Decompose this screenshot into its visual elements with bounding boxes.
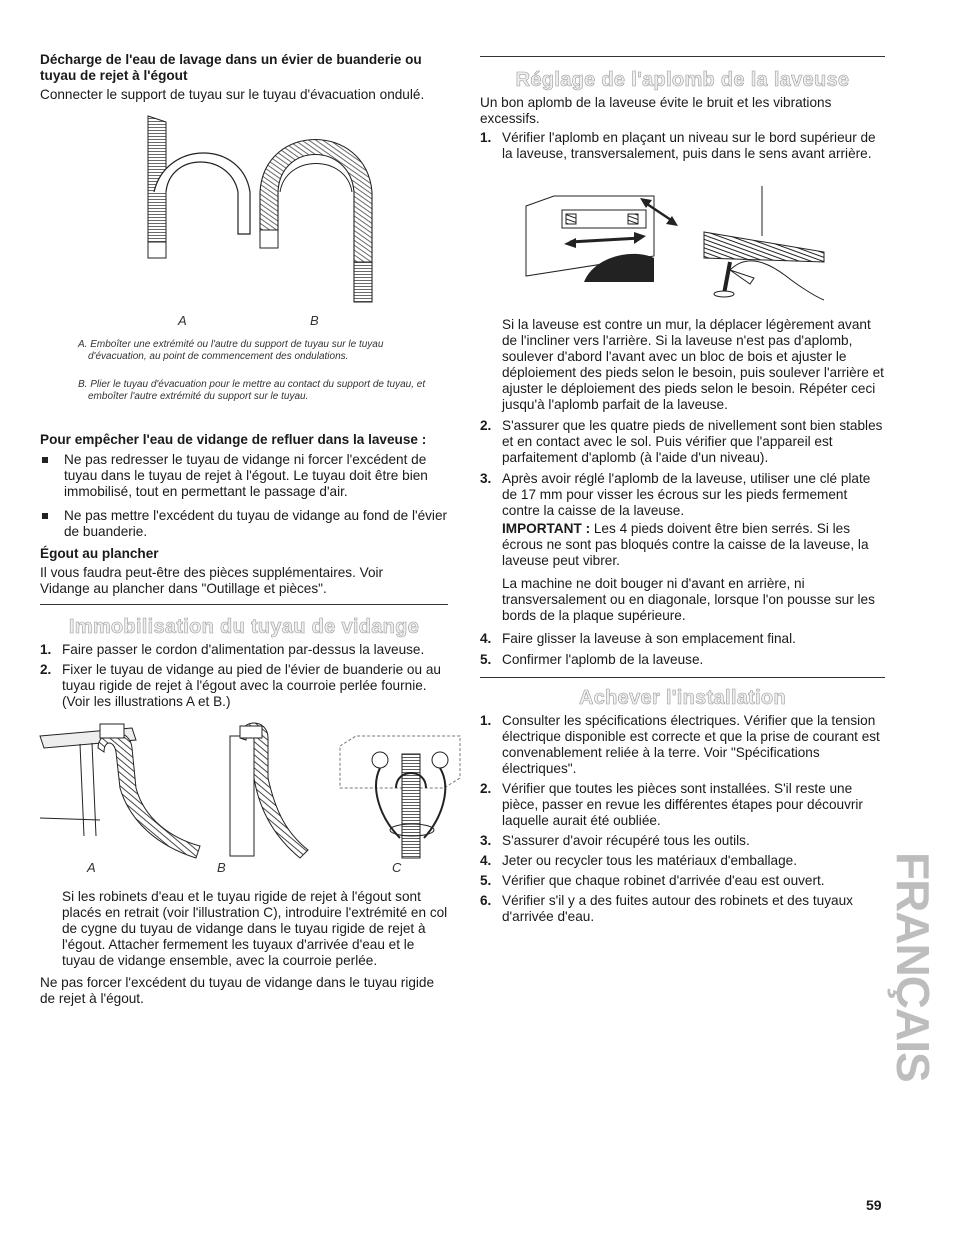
- step-number: 1.: [480, 713, 492, 728]
- level-step-3: [480, 471, 885, 519]
- step-text: Confirmer l'aplomb de la laveuse.: [502, 652, 704, 667]
- prevent-heading: Pour empêcher l'eau de vidange de refluer dans la laveuse :: [40, 432, 427, 447]
- important-text: Les 4 pieds doivent être bien serrés. Si les écrous ne sont pas bloqués contre la caisse de la laveuse, la laveuse peut vibrer.: [502, 521, 869, 568]
- step-number: 1.: [40, 642, 52, 657]
- fig2-label-a: A: [87, 860, 96, 875]
- complete-step: [480, 781, 885, 829]
- step-text: Vérifier que chaque robinet d'arrivée d'eau est ouvert.: [502, 873, 825, 888]
- level-title: Réglage de l'aplomb de la laveuse: [515, 69, 850, 91]
- step-text: Jeter ou recycler tous les matériaux d'emballage.: [502, 853, 798, 868]
- step-number: 2.: [40, 662, 52, 677]
- fig2-b-drawing: [230, 723, 308, 858]
- secure-step: [40, 642, 448, 658]
- step-number: 2.: [480, 781, 492, 796]
- level-step-5: [480, 652, 885, 668]
- step-text: Après avoir réglé l'aplomb de la laveuse, utiliser une clé plate de 17 mm pour visser les écrous sur les pieds fermement contre la caisse de la laveuse.: [502, 471, 871, 518]
- section-divider: [480, 677, 885, 678]
- machine-note: La machine ne doit bouger ni d'avant en arrière, ni transversalement ou en diagonale, lorsque l'on pousse sur les bords de la plaque supérieure.: [502, 576, 875, 623]
- complete-steps: [480, 713, 885, 925]
- complete-step: [480, 713, 885, 777]
- level-step-1-detail: Si la laveuse est contre un mur, la déplacer légèrement avant de l'incliner vers l'arrière. Si la laveuse n'est pas d'aplomb, soulever d'abord l'avant avec un bloc de bois et ajuster le déploiement des pieds selon le besoin, puis soulever l'arrière et ajuster le déploiement des pieds selon le besoin. Répéter ceci jusqu'à l'aplomb parfait de la laveuse.: [502, 317, 884, 412]
- step-number: 3.: [480, 833, 492, 848]
- step-text: Vérifier s'il y a des fuites autour des robinets et des tuyaux d'arrivée d'eau.: [502, 893, 853, 924]
- complete-step: [480, 873, 885, 889]
- step-text: Vérifier l'aplomb en plaçant un niveau sur le bord supérieur de la laveuse, transversalement, puis dans le sens avant arrière.: [502, 130, 876, 161]
- secure-final: Ne pas forcer l'excédent du tuyau de vidange dans le tuyau rigide de rejet à l'égout.: [40, 975, 435, 1006]
- step-number: 6.: [480, 893, 492, 908]
- level-step-2: [480, 418, 885, 466]
- prevent-bullet: Ne pas redresser le tuyau de vidange ni forcer l'excédent de tuyau dans le tuyau de rejet à l'égout. Le tuyau doit être bien immobilisé, tout en permettant le passage d'air.: [40, 452, 448, 500]
- step-text: Consulter les spécifications électriques. Vérifier que la tension électrique disponible est correcte et que la prise de courant est convenablement reliée à la terre. Voir "Spécifications électriques".: [502, 713, 880, 776]
- hose-b-drawing: [260, 140, 372, 303]
- step-number: 4.: [480, 631, 492, 646]
- fig2-a-drawing: [40, 724, 200, 858]
- prevent-list: [40, 452, 448, 540]
- secure-steps: [40, 642, 448, 710]
- level-intro: Un bon aplomb de la laveuse évite le bruit et les vibrations excessifs.: [480, 95, 832, 126]
- complete-title: Achever l'installation: [579, 687, 786, 709]
- hose-support-illustration: [130, 112, 410, 312]
- level-step-1: [480, 130, 885, 162]
- fig1-caption-b: B. Plier le tuyau d'évacuation pour le mettre au contact du support de tuyau, et emboîter l'autre extrémité du support sur le tuyau.: [78, 379, 426, 402]
- fig2-label-b: B: [217, 860, 226, 875]
- level-step-4: [480, 631, 885, 647]
- step-text: S'assurer d'avoir récupéré tous les outils.: [502, 833, 750, 848]
- secure-step: [40, 662, 448, 710]
- page-number: 59: [866, 1197, 882, 1213]
- fig1-caption-a: A. Emboîter une extrémité ou l'autre du support de tuyau sur le tuyau d'évacuation, au point de commencement des ondulations.: [78, 339, 384, 362]
- step-text: S'assurer que les quatre pieds de nivellement sont bien stables et en contact avec le sol. Puis vérifier que l'appareil est parfaitement d'aplomb (à l'aide d'un niveau).: [502, 418, 883, 465]
- complete-step: [480, 853, 885, 869]
- fig1-label-a: A: [178, 313, 187, 328]
- level-steps: [480, 130, 885, 162]
- section-divider: [480, 56, 885, 57]
- step-text: Faire glisser la laveuse à son emplacement final.: [502, 631, 796, 646]
- drain-hose-securing-illustration: [40, 718, 448, 858]
- step-number: 1.: [480, 130, 492, 145]
- leveling-illustration: [524, 186, 854, 302]
- step-number: 4.: [480, 853, 492, 868]
- step-text: Vérifier que toutes les pièces sont installées. S'il reste une pièce, passer en revue les différentes étapes pour découvrir laquelle aurait été oubliée.: [502, 781, 863, 828]
- important-label: IMPORTANT :: [502, 521, 591, 536]
- discharge-heading: Décharge de l'eau de lavage dans un évier de buanderie ou tuyau de rejet à l'égout: [40, 52, 422, 83]
- step-number: 5.: [480, 652, 492, 667]
- washer-top-drawing: [526, 196, 678, 282]
- secure-note: Si les robinets d'eau et le tuyau rigide de rejet à l'égout sont placés en retrait (voir l'illustration C), introduire l'extrémité en col de cygne du tuyau de vidange dans le tuyau rigide de rejet à l'égout. Attacher fermement les tuyaux d'arrivée d'eau et le tuyau de vidange ensemble, avec la courroie perlée.: [62, 889, 448, 968]
- leveling-foot-drawing: [704, 186, 824, 300]
- floor-text: Il vous faudra peut-être des pièces supplémentaires. Voir Vidange au plancher dans "Outillage et pièces".: [40, 565, 384, 596]
- step-number: 5.: [480, 873, 492, 888]
- language-side-tab: [887, 852, 939, 1082]
- floor-heading: Égout au plancher: [40, 546, 159, 561]
- hose-a-drawing: [148, 116, 250, 258]
- fig1-label-b: B: [310, 313, 319, 328]
- important-note: [502, 521, 885, 569]
- step-number: 2.: [480, 418, 492, 433]
- section-divider: [40, 604, 448, 605]
- level-steps-final: [480, 631, 885, 668]
- step-number: 3.: [480, 471, 492, 486]
- complete-step: [480, 833, 885, 849]
- prevent-bullet: Ne pas mettre l'excédent du tuyau de vidange au fond de l'évier de buanderie.: [40, 508, 448, 540]
- secure-title: Immobilisation du tuyau de vidange: [68, 616, 420, 638]
- fig2-c-drawing: [340, 736, 460, 858]
- side-tab-text: FRANÇAIS: [887, 852, 939, 1082]
- complete-step: [480, 893, 885, 925]
- discharge-text: Connecter le support de tuyau sur le tuyau d'évacuation ondulé.: [40, 87, 425, 102]
- fig2-label-c: C: [392, 860, 402, 875]
- step-text: Fixer le tuyau de vidange au pied de l'évier de buanderie ou au tuyau rigide de rejet à l'égout avec la courroie perlée fournie. (Voir les illustrations A et B.): [62, 662, 441, 709]
- level-steps-cont: [480, 418, 885, 519]
- step-text: Faire passer le cordon d'alimentation par-dessus la laveuse.: [62, 642, 425, 657]
